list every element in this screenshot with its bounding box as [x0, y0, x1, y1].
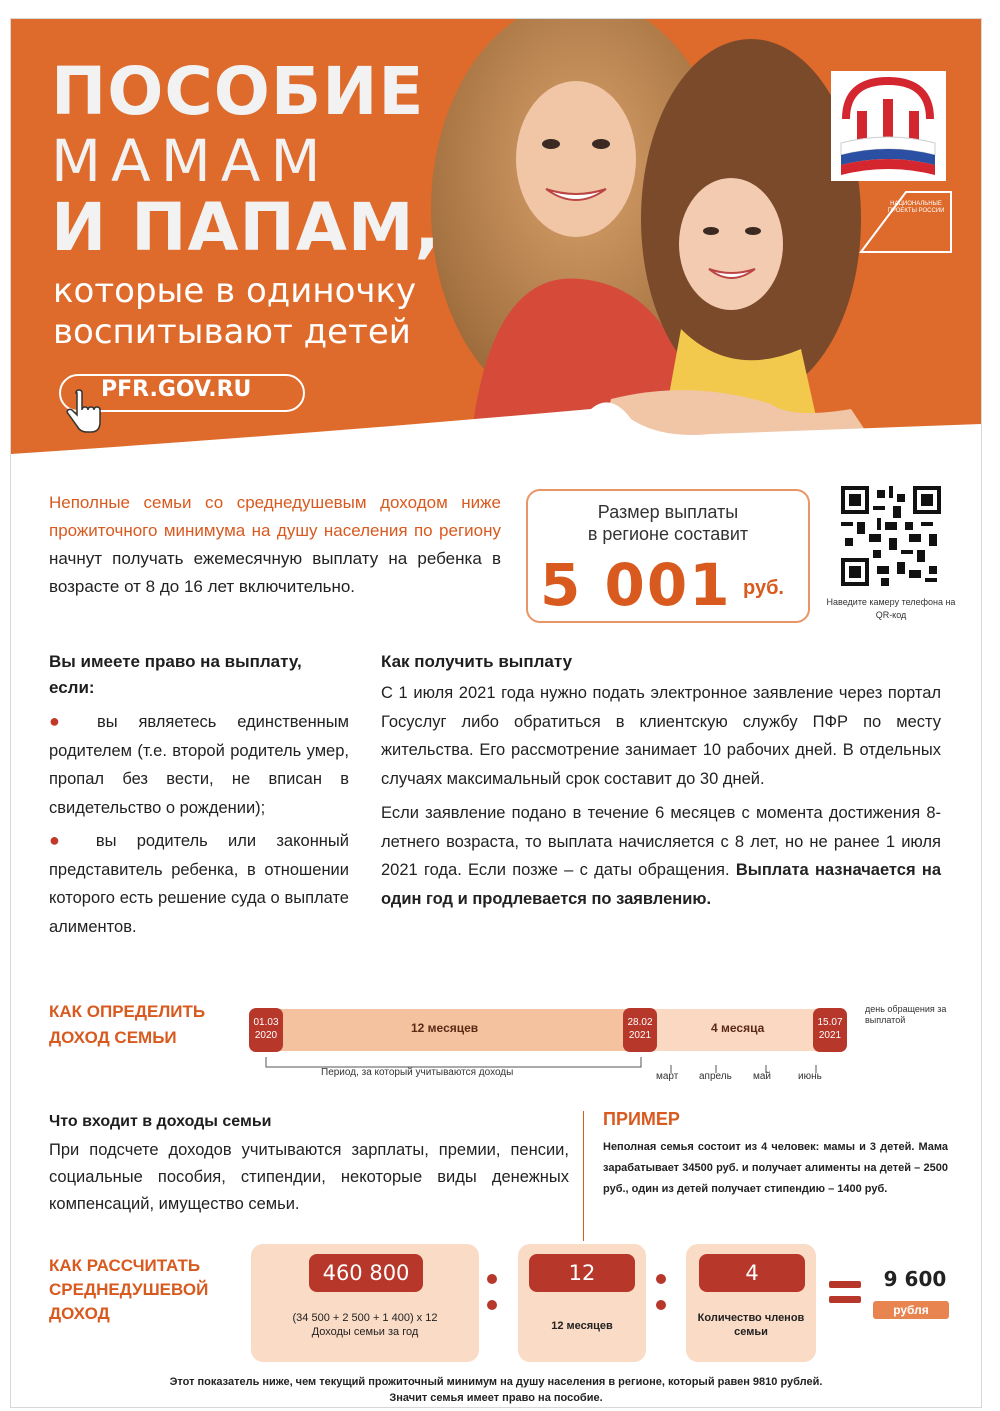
timeline-date-year: 2020: [254, 1030, 278, 1041]
pfr-logo-icon: [831, 71, 946, 181]
payment-label: [528, 501, 808, 545]
calc-income-note: [256, 1311, 474, 1339]
title-line-3: И ПАПАМ,: [51, 189, 441, 266]
website-link[interactable]: PFR.GOV.RU: [101, 377, 252, 402]
calc-months-value: 12: [529, 1254, 635, 1292]
intro-paragraph: [49, 489, 501, 601]
example-heading: ПРИМЕР: [603, 1109, 680, 1129]
subtitle-line-1: которые в одиночку: [53, 271, 417, 311]
calc-result-currency: рубля: [873, 1301, 949, 1319]
hero-banner: [11, 19, 981, 459]
leaflet-page: [10, 18, 982, 1408]
list-item: [49, 826, 349, 941]
bullet-dot-icon: ●: [49, 711, 77, 731]
timeline-date-year: 2021: [818, 1030, 842, 1041]
national-projects-logo-icon: [856, 187, 956, 257]
timeline-date-end: [813, 1008, 847, 1052]
calc-heading-line-2: СРЕДНЕДУШЕВОЙ: [49, 1280, 209, 1299]
qr-code-icon[interactable]: [841, 486, 941, 586]
timeline-heading-line-2: ДОХОД СЕМЬИ: [49, 1028, 177, 1047]
timeline-heading: [49, 999, 205, 1051]
timeline-date-year: 2021: [628, 1030, 652, 1041]
list-item: [49, 707, 349, 822]
timeline-date-day: 15.07: [817, 1017, 843, 1028]
timeline-date-middle: [623, 1008, 657, 1052]
timeline-date-day: 01.03: [253, 1017, 279, 1028]
calc-result-value: 9 600: [883, 1267, 947, 1291]
calc-income-value: 460 800: [309, 1254, 423, 1292]
timeline-month-2: апрель: [699, 1071, 732, 1082]
how-to-paragraph-2: [381, 799, 941, 913]
divide-sign-icon: [487, 1274, 499, 1326]
title-line-1: ПОСОБИЕ: [51, 53, 425, 130]
calc-members-value: 4: [699, 1254, 805, 1292]
calc-heading-line-3: ДОХОД: [49, 1304, 110, 1323]
eligibility-list: [49, 707, 349, 945]
timeline-month-4: июнь: [798, 1071, 822, 1082]
payment-amount-box: [526, 489, 810, 623]
example-text: Неполная семья состоит из 4 человек: мамы и 3 детей. Мама зарабатывает 34500 руб. и получает алименты на детей – 2500 руб., один из детей получает стипендию – 1400 руб.: [603, 1141, 948, 1195]
calc-income-formula: (34 500 + 2 500 + 1 400) х 12: [292, 1312, 438, 1324]
hero-wave-divider: [11, 394, 981, 459]
income-heading: Что входит в доходы семьи: [49, 1113, 272, 1130]
equals-sign-icon: [829, 1281, 861, 1311]
divide-sign-icon: [656, 1274, 668, 1326]
eligibility-item-2: вы родитель или законный представитель ребенка, в отношении которого есть решение суда о выплате алиментов.: [49, 832, 349, 936]
timeline-segment-1-label: 12 месяцев: [411, 1021, 479, 1035]
timeline-segment-2-label: 4 месяца: [711, 1021, 765, 1035]
qr-caption: Наведите камеру телефона на QR-код: [826, 597, 956, 620]
timeline-month-3: май: [753, 1071, 772, 1082]
eligibility-heading: Вы имеете право на выплату, если:: [49, 652, 302, 697]
eligibility-item-1: вы являетесь единственным родителем (т.е. второй родитель умер, пропал без вести, не вписан в свидетельство о рождении);: [49, 713, 349, 817]
payment-label-line-1: Размер выплаты: [597, 502, 739, 522]
timeline-heading-line-1: КАК ОПРЕДЕЛИТЬ: [49, 1002, 206, 1021]
how-to-paragraph-2-bold: Выплата назначается на один год и продлевается по заявлению.: [381, 861, 941, 908]
timeline-date-day: 28.02: [627, 1017, 653, 1028]
calc-heading-line-1: КАК РАССЧИТАТЬ: [49, 1256, 201, 1275]
timeline-side-note: день обращения за выплатой: [865, 1004, 947, 1025]
payment-currency: руб.: [743, 577, 784, 599]
timeline-month-1: март: [656, 1071, 679, 1082]
calc-income-caption: Доходы семьи за год: [311, 1326, 419, 1338]
how-to-heading: Как получить выплату: [381, 652, 573, 671]
income-text: При подсчете доходов учитываются зарплаты, премии, пенсии, социальные пособия, стипендии, некоторые виды денежных компенсаций, имущество семьи.: [49, 1141, 569, 1213]
intro-rest: начнут получать ежемесячную выплату на ребенка в возрасте от 8 до 16 лет включительно.: [49, 549, 501, 596]
payment-label-line-2: в регионе составит: [587, 524, 749, 544]
title-line-2: МАМАМ: [51, 127, 331, 195]
timeline-period-note: Период, за который учитываются доходы: [321, 1067, 514, 1078]
how-to-paragraph-1: С 1 июля 2021 года нужно подать электронное заявление через портал Госуслуг либо обратиться в клиентскую службу ПФР по месту жительства. Его рассмотрение занимает 10 рабочих дней. В отдельных случаях максимальный срок составит до 30 дней.: [381, 684, 941, 788]
calc-members-note: Количество членов семьи: [697, 1312, 805, 1338]
how-to-paragraph-2-text: Если заявление подано в течение 6 месяцев с момента достижения 8-летнего возраста, то выплата начисляется с 8 лет, но не ранее 1 июля 2021 года. Если позже – с даты обращения.: [381, 804, 941, 879]
footer-line-1: Этот показатель ниже, чем текущий прожиточный минимум на душу населения в регионе, который равен 9810 рублей.: [169, 1376, 823, 1388]
mother-daughter-photo: [431, 19, 881, 439]
calc-heading: [49, 1254, 239, 1326]
national-projects-text: НАЦИОНАЛЬНЫЕ ПРОЕКТЫ РОССИИ: [887, 201, 945, 214]
how-to-text: [381, 679, 941, 919]
calc-months-note: 12 месяцев: [551, 1320, 613, 1332]
footer-note: [31, 1374, 961, 1406]
bullet-dot-icon: ●: [49, 830, 76, 850]
timeline-date-start: [249, 1008, 283, 1052]
divider: [583, 1111, 584, 1241]
intro-highlight: Неполные семьи со среднедушевым доходом ниже прожиточного минимума на душу населения по региону: [49, 493, 501, 540]
payment-amount: 5 001: [540, 551, 732, 619]
subtitle-line-2: воспитывают детей: [53, 312, 411, 352]
footer-line-2: Значит семья имеет право на пособие.: [389, 1392, 603, 1404]
